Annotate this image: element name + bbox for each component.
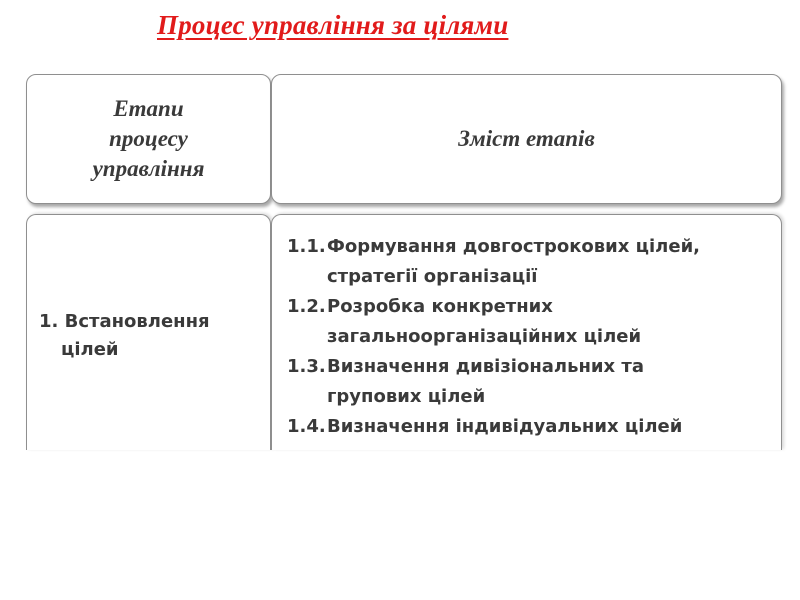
item-text-line: Визначення дивізіональних та [327,356,644,377]
stage-cell [26,214,271,450]
stage-label-line1: 1. Встановлення [39,311,210,332]
item-number: 1.1. [287,236,326,257]
item-text-line: Визначення індивідуальних цілей [327,416,683,437]
item-text-line: загальноорганізаційних цілей [327,326,642,347]
item-number: 1.3. [287,356,326,377]
item-text-line: Розробка конкретних [327,296,553,317]
item-number: 1.2. [287,296,326,317]
header-cell-stages [26,74,271,204]
list-item [287,412,700,442]
page-title: Процес управління за цілями [157,10,509,40]
stage-label [39,308,210,364]
header-content-label: Зміст етапів [458,126,595,151]
item-text-line: Формування довгострокових цілей, [327,236,701,257]
item-text-line: стратегії організації [327,266,538,287]
content-cell [271,214,782,450]
stage-label-line2: цілей [61,339,119,360]
item-number: 1.4. [287,416,326,437]
header-cell-content [271,74,782,204]
item-text-line: групових цілей [327,386,486,407]
list-item [287,232,700,292]
list-item [287,292,700,352]
header-stages-label: Етапи процесу управління [92,96,205,181]
list-item [287,352,700,412]
content-list [287,232,700,442]
